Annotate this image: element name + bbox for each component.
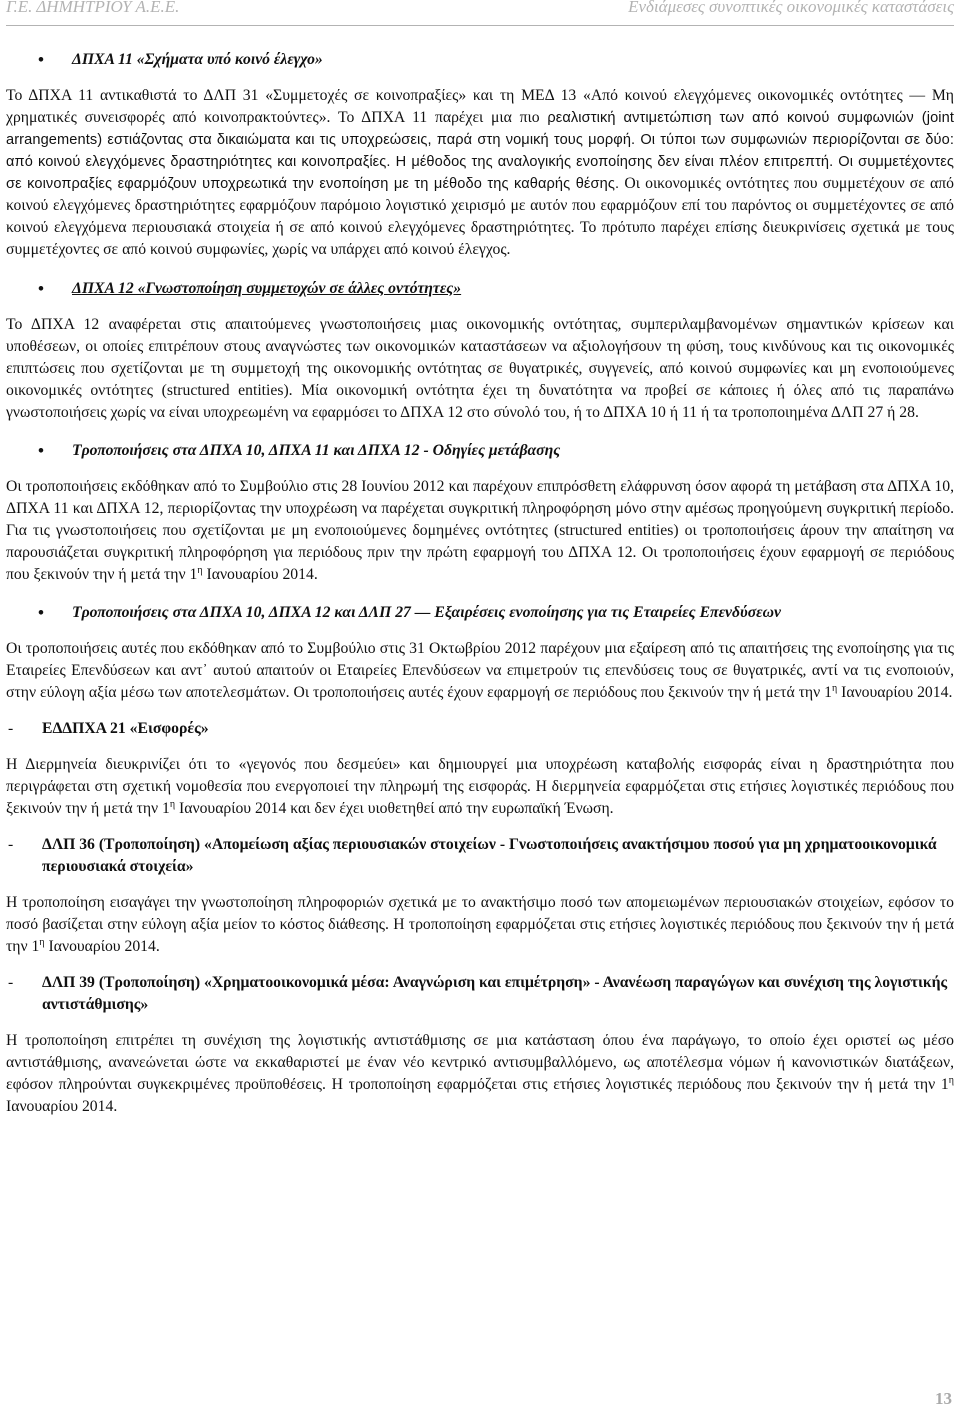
section-paragraph-ias39: Η τροποποίηση επιτρέπει τη συνέχιση της λογιστικής αντιστάθμισης σε μια κατάσταση όπου ένα παράγωγο, το οποίο έχει οριστεί ως μέσο αντιστάθμισης, ανανεώνεται ώστε να εκκαθαριστεί με έναν νέο κεντρικό αντισυμβαλλόμενο, ως αποτέλεσμα νόμων ή κανονιστικών διατάξεων, εφόσον πληρούνται συγκεκριμένες προϋποθέσεις. Η τροποποίηση εφαρμόζεται στις ετήσιες λογιστικές περιόδους που ξεκινούν την ή μετά την $1^\eta$ Ιανουαρίου 2014. [6,1032,954,1115]
page-number: 13 [935,1389,952,1408]
header-company: Γ.Ε. ΔΗΜΗΤΡΙΟΥ Α.Ε.Ε. [6,0,180,16]
page-header [6,0,954,19]
header-rule [6,25,954,26]
document-body [6,49,954,1118]
section-paragraph-transition: Οι τροποποιήσεις εκδόθηκαν από το Συμβούλιο στις 28 Ιουνίου 2012 και παρέχουν επιπρόσθετη ελάφρυνση όσον αφορά τη μετάβαση στα ΔΠΧΑ 10, ΔΠΧΑ 11 και ΔΠΧΑ 12, περιορίζοντας την υποχρέωση να παρέχεται συγκριτική πληροφόρηση μόνο στην αμέσως προηγούμενη συγκριτική περίοδο. Για τις γνωστοποιήσεις που σχετίζονται με μη ενοποιούμενες δομημένες οντότητες (structured entities) οι τροποποιήσεις άρουν την απαίτηση να παρουσιάζεται συγκριτική πληροφόρηση για περιόδους πριν την πρώτη εφαρμογή του ΔΠΧΑ 12. Οι τροποποιήσεις έχουν εφαρμογή σε περιόδους που ξεκινούν την ή μετά την $1^\eta$ Ιανουαρίου 2014. [6,478,954,583]
section-heading-ifric21: - ΕΔΔΠΧΑ 21 «Εισφορές» [6,718,954,740]
section-heading-transition: • Τροποποιήσεις στα ΔΠΧΑ 10, ΔΠΧΑ 11 και ΔΠΧΑ 12 - Οδηγίες μετάβασης [6,440,954,462]
section-heading-ifrs11: • ΔΠΧΑ 11 «Σχήματα υπό κοινό έλεγχο» [6,49,954,71]
section-paragraph-ifrs12: Το ΔΠΧΑ 12 αναφέρεται στις απαιτούμενες γνωστοποιήσεις μιας οικονομικής οντότητας, συμπεριλαμβανομένων σημαντικών κρίσεων και υποθέσεων, οι οποίες επιτρέπουν στους αναγνώστες των οικονομικών καταστάσεων να αξιολογήσουν τη φύση, τους κινδύνους και τις οικονομικές επιπτώσεις που σχετίζονται με τη συμμετοχή της οικονομικής οντότητας σε θυγατρικές, συγγενείς, από κοινού συμφωνίες και μη ενοποιούμενες οικονομικές οντότητες (structured entities). Μία οικονομική οντότητα έχει τη δυνατότητα να προβεί σε κάποιες ή όλες από τις παραπάνω γνωστοποιήσεις χωρίς να είναι υποχρεωμένη να εφαρμόσει το ΔΠΧΑ 12 στο σύνολό του, ή το ΔΠΧΑ 10 ή 11 ή τα τροποποιημένα ΔΛΠ 27 ή 28. [6,316,954,421]
section-paragraph-ifrs11: Το ΔΠΧΑ 11 αντικαθιστά το ΔΛΠ 31 «Συμμετοχές σε κοινοπραξίες» και τη ΜΕΔ 13 «Από κοινού ελεγχόμενες οικονομικές οντότητες — Μη χρηματικές συνεισφορές από κοινοπρακτούντες». Το ΔΠΧΑ 11 παρέχει μια πιο ρεαλιστική αντιμετώπιση των από κοινού συμφωνιών (joint arrangements) εστιάζοντας στα δικαιώματα και τις υποχρεώσεις, παρά στη νομική τους μορφή. Οι τύποι των συμφωνιών περιορίζονται σε δύο: από κοινού ελεγχόμενες δραστηριότητες και κοινοπραξίες. Η μέθοδος της αναλογικής ενοποίησης δεν είναι πλέον επιτρεπτή. Οι συμμετέχοντες σε κοινοπραξίες εφαρμόζουν υποχρεωτικά την ενοποίηση με τη μέθοδο της καθαρής θέσης. Οι οικονομικές οντότητες που συμμετέχουν σε από κοινού ελεγχόμενες δραστηριότητες εφαρμόζουν παρόμοιο λογιστικό χειρισμό με αυτόν που εφαρμόζουν επί του παρόντος οι συμμετέχοντες σε από κοινού ελεγχόμενα περιουσιακά στοιχεία ή σε από κοινού ελεγχόμενες δραστηριότητες. Το πρότυπο παρέχει επίσης διευκρινίσεις σχετικά με τους συμμετέχοντες σε από κοινού συμφωνίες, χωρίς να υπάρχει από κοινού έλεγχος. [6,87,955,258]
section-heading-ifrs12: • ΔΠΧΑ 12 «Γνωστοποίηση συμμετοχών σε άλλες οντότητες» [6,278,954,300]
section-paragraph-ifric21: Η Διερμηνεία διευκρινίζει ότι το «γεγονός που δεσμεύει» και δημιουργεί μια υποχρέωση καταβολής εισφοράς είναι η δραστηριότητα που περιγράφεται στη σχετική νομοθεσία που ενεργοποιεί την πληρωμή της εισφοράς. Η διερμηνεία εφαρμόζεται στις ετήσιες λογιστικές περιόδους που ξεκινούν την ή μετά την $1^\eta$ Ιανουαρίου 2014 και δεν έχει υιοθετηθεί από την ευρωπαϊκή Ένωση. [6,756,954,817]
section-heading-ias36: - ΔΛΠ 36 (Τροποποίηση) «Απομείωση αξίας περιουσιακών στοιχείων - Γνωστοποιήσεις ανακτήσιμου ποσού για μη χρηματοοικονομικά περιουσιακά στοιχεία» [6,834,954,878]
section-paragraph-ias36: Η τροποποίηση εισαγάγει την γνωστοποίηση πληροφοριών σχετικά με το ανακτήσιμο ποσό των απομειωμένων περιουσιακών στοιχείων, εφόσον το ποσό βασίζεται στην εύλογη αξία μείον το κόστος διάθεσης. Η τροποποίηση εφαρμόζεται στις ετήσιες λογιστικές περιόδους που ξεκινούν την ή μετά την $1^\eta$ Ιανουαρίου 2014. [6,894,954,955]
section-paragraph-investment-entities: Οι τροποποιήσεις αυτές που εκδόθηκαν από το Συμβούλιο στις 31 Οκτωβρίου 2012 παρέχουν μια εξαίρεση από τις απαιτήσεις της ενοποίησης για τις Εταιρείες Επενδύσεων και αντ᾽ αυτού απαιτούν οι Εταιρείες Επενδύσεων να επιμετρούν τις επενδύσεις τους σε θυγατρικές, αντί να τις ενοποιούν, στην εύλογη αξία μέσω των αποτελεσμάτων. Οι τροποποιήσεις αυτές έχουν εφαρμογή σε περιόδους που ξεκινούν την ή μετά την $1^\eta$ Ιανουαρίου 2014. [6,640,954,701]
section-heading-ias39: - ΔΛΠ 39 (Τροποποίηση) «Χρηματοοικονομικά μέσα: Αναγνώριση και επιμέτρηση» - Ανανέωση παραγώγων και συνέχιση της λογιστικής αντιστάθμισης» [6,972,954,1016]
header-report-title: Ενδιάμεσες συνοπτικές οικονομικές καταστάσεις [628,0,954,16]
section-heading-investment-entities: • Τροποποιήσεις στα ΔΠΧΑ 10, ΔΠΧΑ 12 και ΔΛΠ 27 — Εξαιρέσεις ενοποίησης για τις Εταιρείες Επενδύσεων [6,602,954,624]
